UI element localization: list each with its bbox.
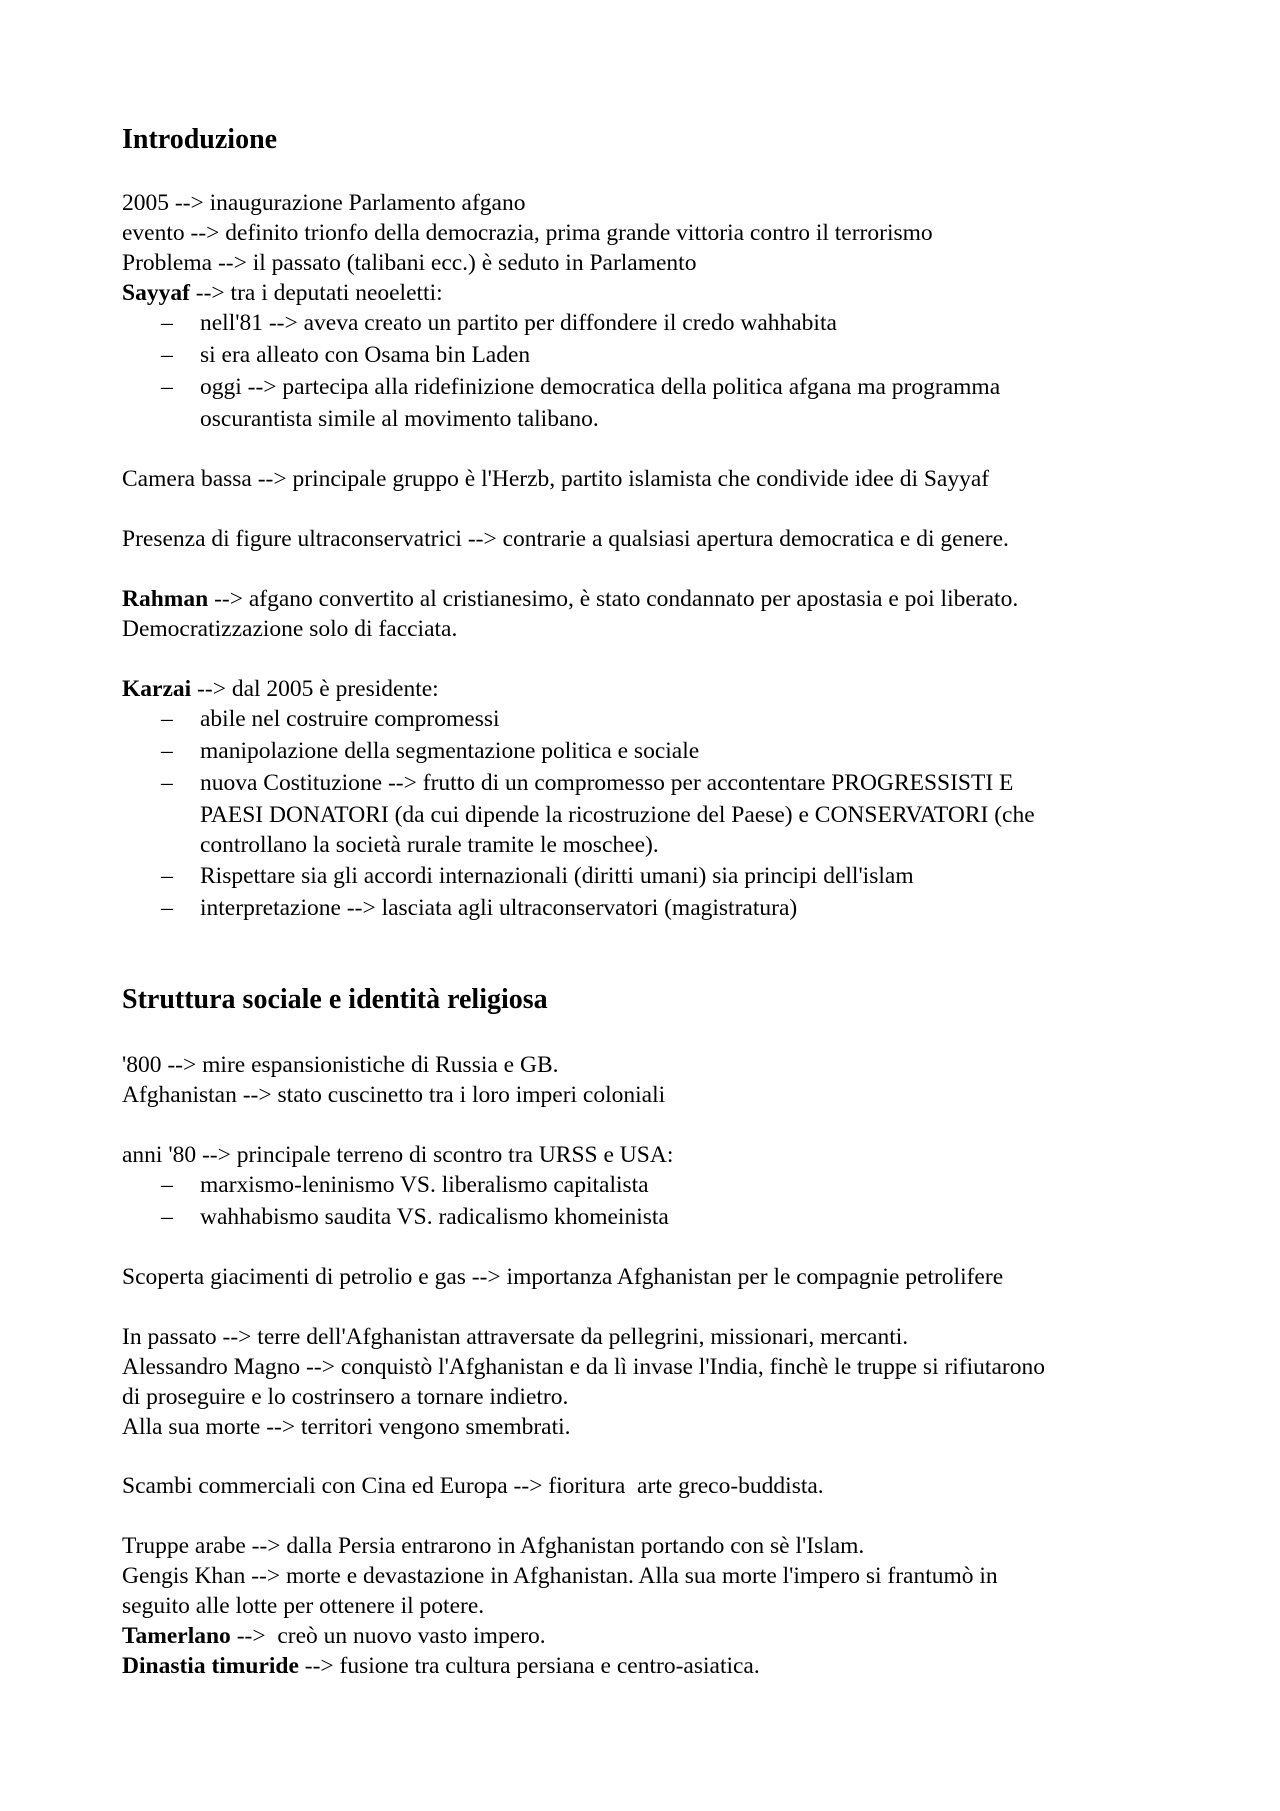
bullet-text: wahhabismo saudita VS. radicalismo khomeinista: [200, 1204, 669, 1230]
bullet-text: interpretazione --> lasciata agli ultraconservatori (magistratura): [200, 895, 798, 921]
section-heading-introduzione: Introduzione: [122, 124, 278, 155]
text-line: Afghanistan --> stato cuscinetto tra i loro imperi coloniali: [122, 1082, 666, 1108]
bullet-text: abile nel costruire compromessi: [200, 706, 500, 732]
text-line: Gengis Khan --> morte e devastazione in Afghanistan. Alla sua morte l'impero si frantumò in: [122, 1563, 998, 1589]
bullet-dash: –: [161, 1204, 173, 1230]
text-span: --> creò un nuovo vasto impero.: [230, 1623, 546, 1649]
bullet-dash: –: [161, 770, 173, 796]
term-sayyaf: Sayyaf: [122, 280, 190, 306]
bullet-text-continued: controllano la società rurale tramite le moschee).: [200, 832, 659, 858]
bullet-dash: –: [161, 863, 173, 889]
bullet-text: oggi --> partecipa alla ridefinizione democratica della politica afgana ma programma: [200, 374, 1001, 400]
text-line: '800 --> mire espansionistiche di Russia e GB.: [122, 1052, 559, 1078]
text-line: seguito alle lotte per ottenere il potere.: [122, 1593, 485, 1619]
section-heading-struttura-sociale: Struttura sociale e identità religiosa: [122, 984, 548, 1015]
text-line-tamerlano: [122, 1621, 546, 1651]
bullet-text: nell'81 --> aveva creato un partito per diffondere il credo wahhabita: [200, 310, 837, 336]
bullet-text: si era alleato con Osama bin Laden: [200, 342, 531, 368]
term-karzai: Karzai: [122, 676, 192, 702]
text-span: --> dal 2005 è presidente:: [191, 676, 439, 702]
text-line: Alla sua morte --> territori vengono smembrati.: [122, 1414, 571, 1440]
bullet-dash: –: [161, 374, 173, 400]
text-line: evento --> definito trionfo della democrazia, prima grande vittoria contro il terrorismo: [122, 220, 933, 246]
term-rahman: Rahman: [122, 586, 209, 612]
text-line: Truppe arabe --> dalla Persia entrarono in Afghanistan portando con sè l'Islam.: [122, 1533, 865, 1559]
bullet-text: manipolazione della segmentazione politica e sociale: [200, 738, 700, 764]
bullet-text: Rispettare sia gli accordi internazionali (diritti umani) sia principi dell'islam: [200, 863, 914, 889]
text-line-rahman: [122, 584, 1018, 614]
text-line: Problema --> il passato (talibani ecc.) è seduto in Parlamento: [122, 250, 697, 276]
bullet-dash: –: [161, 310, 173, 336]
bullet-dash: –: [161, 1172, 173, 1198]
text-line: Camera bassa --> principale gruppo è l'Herzb, partito islamista che condivide idee di Sayyaf: [122, 466, 990, 492]
bullet-dash: –: [161, 895, 173, 921]
bullet-text-continued: oscurantista simile al movimento talibano.: [200, 406, 599, 432]
text-line-dinastia: [122, 1651, 760, 1681]
text-span: --> afgano convertito al cristianesimo, è stato condannato per apostasia e poi liberato.: [208, 586, 1019, 612]
bullet-dash: –: [161, 706, 173, 732]
text-line-karzai: [122, 674, 439, 704]
text-line: Scambi commerciali con Cina ed Europa --> fioritura arte greco-buddista.: [122, 1473, 824, 1499]
text-span: --> tra i deputati neoeletti:: [189, 280, 443, 306]
text-line: di proseguire e lo costrinsero a tornare indietro.: [122, 1384, 569, 1410]
text-line: Presenza di figure ultraconservatrici --> contrarie a qualsiasi apertura democratica e di genere.: [122, 526, 1009, 552]
bullet-text-continued: PAESI DONATORI (da cui dipende la ricostruzione del Paese) e CONSERVATORI (che: [200, 802, 1035, 828]
text-line: Democratizzazione solo di facciata.: [122, 616, 458, 642]
text-line-sayyaf: [122, 278, 443, 308]
term-tamerlano: Tamerlano: [122, 1623, 231, 1649]
bullet-text: nuova Costituzione --> frutto di un compromesso per accontentare PROGRESSISTI E: [200, 770, 1014, 796]
bullet-dash: –: [161, 342, 173, 368]
text-line: anni '80 --> principale terreno di scontro tra URSS e USA:: [122, 1142, 674, 1168]
bullet-dash: –: [161, 738, 173, 764]
text-span: --> fusione tra cultura persiana e centro-asiatica.: [298, 1653, 760, 1679]
text-line: In passato --> terre dell'Afghanistan attraversate da pellegrini, missionari, mercanti.: [122, 1324, 909, 1350]
term-dinastia-timuride: Dinastia timuride: [122, 1653, 299, 1679]
text-line: Scoperta giacimenti di petrolio e gas --> importanza Afghanistan per le compagnie petrolifere: [122, 1264, 1004, 1290]
text-line: Alessandro Magno --> conquistò l'Afghanistan e da lì invase l'India, finchè le truppe si rifiutarono: [122, 1354, 1045, 1380]
bullet-text: marxismo-leninismo VS. liberalismo capitalista: [200, 1172, 649, 1198]
text-line: 2005 --> inaugurazione Parlamento afgano: [122, 190, 526, 216]
